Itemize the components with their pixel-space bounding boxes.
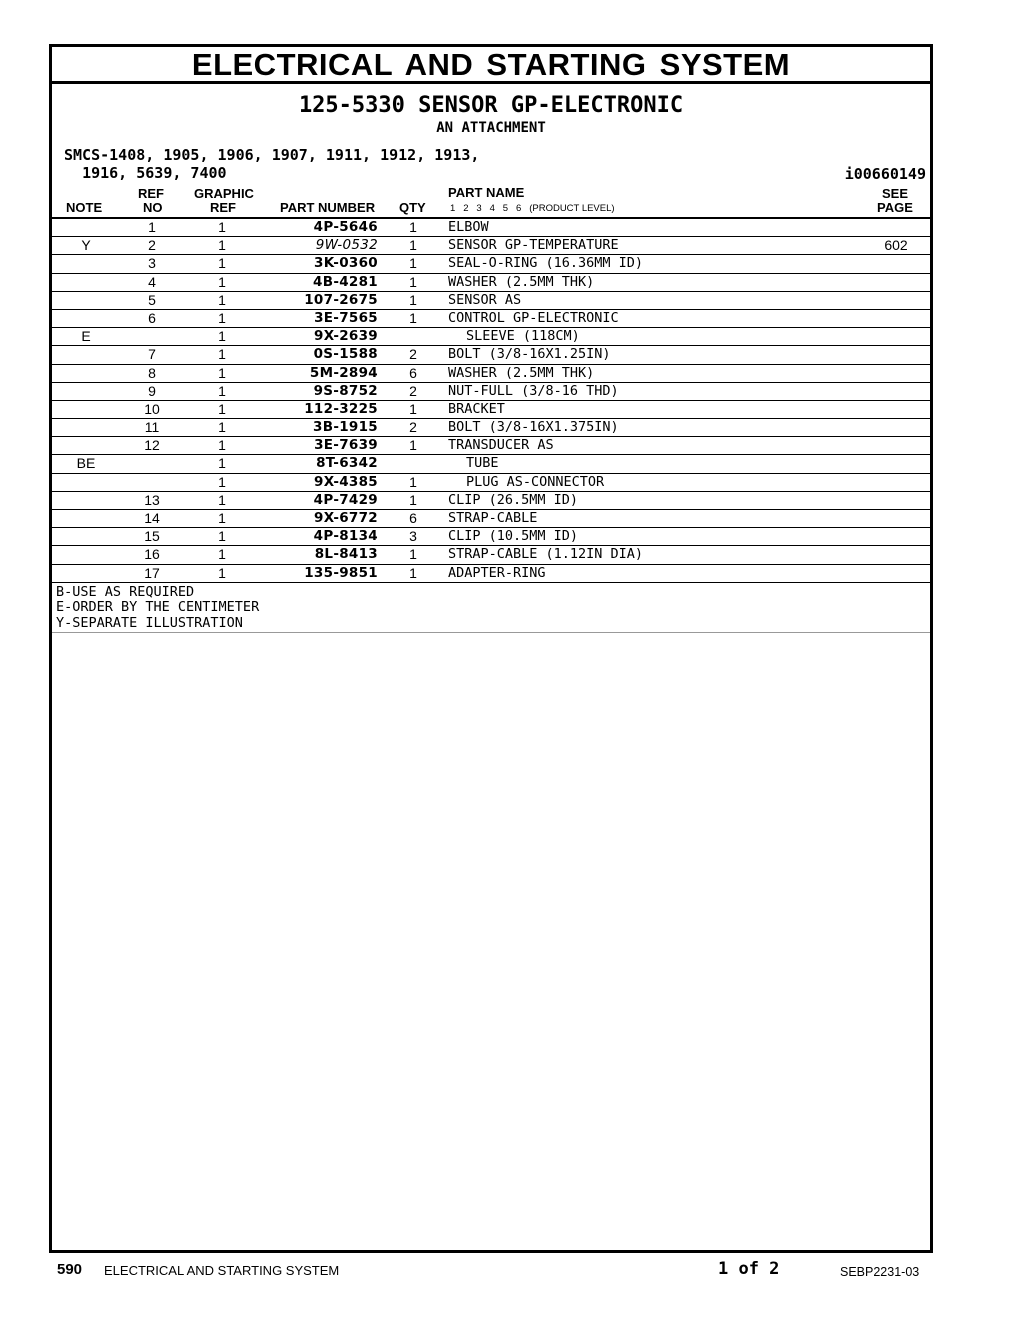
table-row bbox=[52, 219, 930, 237]
row-graphic-ref: 1 bbox=[218, 291, 226, 308]
row-ref-no: 12 bbox=[144, 437, 160, 454]
row-part-number: 135-9851 bbox=[304, 564, 378, 581]
row-ref-no: 6 bbox=[148, 309, 156, 326]
row-part-name: SENSOR AS bbox=[448, 291, 522, 308]
row-part-name: PLUG AS-CONNECTOR bbox=[466, 473, 605, 490]
table-row bbox=[52, 255, 930, 273]
row-graphic-ref: 1 bbox=[218, 309, 226, 326]
table-row bbox=[52, 419, 930, 437]
row-graphic-ref: 1 bbox=[218, 437, 226, 454]
table-row bbox=[52, 383, 930, 401]
row-part-number: 3K-0360 bbox=[314, 255, 378, 272]
row-ref-no: 17 bbox=[144, 564, 160, 581]
row-part-name: NUT-FULL (3/8-16 THD) bbox=[448, 382, 619, 399]
row-ref-no: 8 bbox=[148, 364, 156, 381]
row-ref-no: 5 bbox=[148, 291, 156, 308]
header-see-bottom: PAGE bbox=[877, 200, 913, 215]
row-graphic-ref: 1 bbox=[218, 346, 226, 363]
row-qty: 1 bbox=[409, 219, 417, 235]
row-ref-no: 1 bbox=[148, 219, 156, 235]
footer-page-number: 590 bbox=[57, 1261, 83, 1278]
parts-table bbox=[52, 219, 930, 583]
header-product-level: 1 2 3 4 5 6 (PRODUCT LEVEL) bbox=[450, 203, 615, 214]
group-name: SENSOR GP-ELECTRONIC bbox=[418, 93, 684, 118]
table-row bbox=[52, 328, 930, 346]
table-header bbox=[52, 186, 930, 219]
row-part-number: 9S-8752 bbox=[313, 382, 378, 399]
row-ref-no: 14 bbox=[144, 510, 160, 526]
header-note: NOTE bbox=[66, 200, 103, 215]
group-title bbox=[52, 93, 930, 119]
row-qty: 1 bbox=[409, 400, 417, 417]
table-row bbox=[52, 492, 930, 510]
table-row bbox=[52, 310, 930, 328]
header-see-top: SEE bbox=[882, 186, 909, 201]
row-ref-no: 2 bbox=[148, 237, 156, 254]
row-qty: 1 bbox=[409, 437, 417, 454]
row-part-number: 4P-8134 bbox=[313, 528, 378, 545]
row-part-name: ELBOW bbox=[448, 219, 489, 235]
row-part-number: 9X-2639 bbox=[314, 328, 378, 345]
row-ref-no: 16 bbox=[144, 546, 160, 563]
row-ref-no: 11 bbox=[144, 419, 160, 436]
row-part-name: BRACKET bbox=[448, 400, 505, 417]
row-part-name: CLIP (10.5MM ID) bbox=[448, 528, 579, 545]
row-part-number: 4P-7429 bbox=[313, 491, 378, 508]
row-ref-no: 10 bbox=[144, 400, 160, 417]
row-graphic-ref: 1 bbox=[218, 219, 226, 235]
row-ref-no: 9 bbox=[148, 382, 156, 399]
row-graphic-ref: 1 bbox=[218, 255, 226, 272]
row-note: Y bbox=[81, 237, 91, 254]
row-part-name: CLIP (26.5MM ID) bbox=[448, 491, 579, 508]
row-part-name: WASHER (2.5MM THK) bbox=[448, 364, 595, 381]
smcs-codes bbox=[64, 146, 479, 182]
row-graphic-ref: 1 bbox=[218, 510, 226, 526]
row-ref-no: 15 bbox=[144, 528, 160, 545]
row-part-name: BOLT (3/8-16X1.375IN) bbox=[448, 419, 619, 436]
header-graphic-bottom: REF bbox=[210, 200, 236, 215]
row-part-number: 9W-0532 bbox=[315, 237, 378, 254]
row-part-name: WASHER (2.5MM THK) bbox=[448, 273, 595, 290]
row-qty: 3 bbox=[409, 528, 417, 545]
row-qty: 1 bbox=[409, 546, 417, 563]
row-part-number: 9X-6772 bbox=[314, 510, 378, 526]
footer-document-id: SEBP2231-03 bbox=[840, 1265, 920, 1279]
row-graphic-ref: 1 bbox=[218, 328, 226, 345]
row-graphic-ref: 1 bbox=[218, 528, 226, 545]
row-graphic-ref: 1 bbox=[218, 455, 226, 472]
note-b: B-USE AS REQUIRED bbox=[56, 583, 195, 600]
table-row bbox=[52, 528, 930, 546]
table-row bbox=[52, 546, 930, 564]
row-part-number: 5M-2894 bbox=[309, 364, 378, 381]
page-footer bbox=[0, 1260, 1020, 1282]
table-row bbox=[52, 455, 930, 473]
row-part-number: 4B-4281 bbox=[313, 273, 378, 290]
table-row bbox=[52, 365, 930, 383]
table-row bbox=[52, 565, 930, 583]
header-qty: QTY bbox=[399, 200, 426, 215]
row-qty: 6 bbox=[409, 510, 417, 526]
row-qty: 2 bbox=[409, 346, 417, 363]
note-e: E-ORDER BY THE CENTIMETER bbox=[56, 599, 260, 616]
group-subtitle: AN ATTACHMENT bbox=[436, 120, 546, 136]
row-part-number: 107-2675 bbox=[304, 291, 378, 308]
row-part-name: STRAP-CABLE bbox=[448, 510, 538, 526]
row-note: BE bbox=[76, 455, 96, 472]
table-row bbox=[52, 510, 930, 528]
row-graphic-ref: 1 bbox=[218, 364, 226, 381]
row-qty: 1 bbox=[409, 237, 417, 254]
row-part-number: 9X-4385 bbox=[314, 473, 378, 490]
page-frame bbox=[49, 44, 933, 1253]
row-qty: 1 bbox=[409, 473, 417, 490]
smcs-line-2: 1916, 5639, 7400 bbox=[82, 164, 227, 182]
header-ref-bottom: NO bbox=[143, 200, 163, 215]
notes-legend bbox=[52, 583, 930, 634]
row-part-name: STRAP-CABLE (1.12IN DIA) bbox=[448, 546, 644, 563]
footer-section: ELECTRICAL AND STARTING SYSTEM bbox=[104, 1263, 340, 1278]
row-qty: 1 bbox=[409, 255, 417, 272]
row-qty: 1 bbox=[409, 291, 417, 308]
table-row bbox=[52, 437, 930, 455]
row-note: E bbox=[81, 328, 91, 345]
row-qty: 2 bbox=[409, 382, 417, 399]
group-number: 125-5330 bbox=[298, 93, 405, 118]
table-row bbox=[52, 346, 930, 364]
table-row bbox=[52, 401, 930, 419]
row-part-name: CONTROL GP-ELECTRONIC bbox=[448, 309, 619, 326]
smcs-block bbox=[52, 146, 930, 186]
row-qty: 6 bbox=[409, 364, 417, 381]
row-part-number: 3E-7565 bbox=[314, 309, 378, 326]
row-graphic-ref: 1 bbox=[218, 382, 226, 399]
header-part-name: PART NAME bbox=[448, 185, 525, 200]
row-part-name: TRANSDUCER AS bbox=[448, 437, 554, 454]
footer-page-of: 1 of 2 bbox=[718, 1259, 780, 1279]
row-ref-no: 7 bbox=[148, 346, 156, 363]
row-part-number: 8T-6342 bbox=[316, 455, 378, 472]
row-graphic-ref: 1 bbox=[218, 491, 226, 508]
row-graphic-ref: 1 bbox=[218, 273, 226, 290]
row-part-name: SENSOR GP-TEMPERATURE bbox=[448, 237, 619, 254]
row-ref-no: 4 bbox=[148, 273, 156, 290]
row-qty: 1 bbox=[409, 273, 417, 290]
row-graphic-ref: 1 bbox=[218, 237, 226, 254]
smcs-line-1: SMCS-1408, 1905, 1906, 1907, 1911, 1912, 1913, bbox=[64, 146, 480, 164]
note-y: Y-SEPARATE ILLUSTRATION bbox=[56, 614, 243, 631]
row-graphic-ref: 1 bbox=[218, 419, 226, 436]
row-part-number: 3E-7639 bbox=[314, 437, 378, 454]
row-ref-no: 3 bbox=[148, 255, 156, 272]
section-title: ELECTRICAL AND STARTING SYSTEM bbox=[52, 47, 930, 84]
row-see-page: 602 bbox=[884, 237, 908, 254]
row-graphic-ref: 1 bbox=[218, 400, 226, 417]
table-row bbox=[52, 474, 930, 492]
row-part-number: 3B-1915 bbox=[313, 419, 378, 436]
row-part-name: BOLT (3/8-16X1.25IN) bbox=[448, 346, 611, 363]
row-part-name: TUBE bbox=[466, 455, 499, 472]
row-part-name: ADAPTER-RING bbox=[448, 564, 546, 581]
row-ref-no: 13 bbox=[144, 491, 160, 508]
row-graphic-ref: 1 bbox=[218, 473, 226, 490]
row-qty: 1 bbox=[409, 491, 417, 508]
table-row bbox=[52, 237, 930, 255]
table-row bbox=[52, 274, 930, 292]
table-row bbox=[52, 292, 930, 310]
row-graphic-ref: 1 bbox=[218, 564, 226, 581]
header-ref-top: REF bbox=[138, 186, 164, 201]
row-part-name: SLEEVE (118CM) bbox=[466, 328, 580, 345]
row-part-name: SEAL-O-RING (16.36MM ID) bbox=[448, 255, 644, 272]
row-qty: 2 bbox=[409, 419, 417, 436]
row-qty: 1 bbox=[409, 564, 417, 581]
row-part-number: 112-3225 bbox=[304, 400, 378, 417]
header-part-number: PART NUMBER bbox=[280, 200, 376, 215]
row-part-number: 4P-5646 bbox=[313, 219, 378, 235]
illustration-id: i00660149 bbox=[844, 165, 926, 183]
row-qty: 1 bbox=[409, 309, 417, 326]
header-graphic-top: GRAPHIC bbox=[194, 186, 254, 201]
row-part-number: 8L-8413 bbox=[314, 546, 378, 563]
row-part-number: 0S-1588 bbox=[313, 346, 378, 363]
row-graphic-ref: 1 bbox=[218, 546, 226, 563]
